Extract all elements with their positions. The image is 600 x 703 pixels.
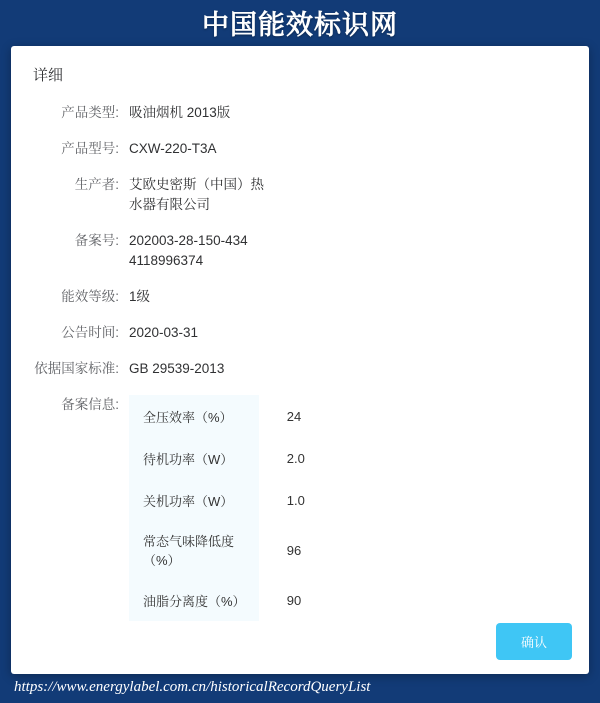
table-row bbox=[129, 579, 439, 621]
table-row bbox=[129, 395, 439, 437]
form-row-model bbox=[11, 139, 589, 159]
value-record-number bbox=[129, 231, 248, 271]
table-row bbox=[129, 521, 439, 579]
value-manufacturer-line-2: 水器有限公司 bbox=[129, 197, 210, 212]
value-model bbox=[129, 139, 217, 159]
label-model: 产品型号: bbox=[61, 141, 119, 156]
value-manufacturer-line-1: 艾欧史密斯（中国）热 bbox=[129, 177, 264, 192]
form-row-announce-date bbox=[11, 323, 589, 343]
table-cell-name: 全压效率（%） bbox=[129, 395, 259, 437]
label-efficiency-grade: 能效等级: bbox=[61, 289, 119, 304]
dialog-footer bbox=[496, 623, 572, 660]
detail-form bbox=[11, 85, 589, 621]
form-row-record-number bbox=[11, 231, 589, 271]
detail-dialog bbox=[11, 46, 589, 674]
value-announce-date bbox=[129, 323, 198, 343]
value-product-type-line-1: 吸油烟机 2013版 bbox=[129, 105, 231, 120]
table-cell-value: 1.0 bbox=[286, 492, 305, 508]
table-cell-name: 常态气味降低度（%） bbox=[129, 521, 259, 579]
form-row-product-type bbox=[11, 103, 589, 123]
form-row-efficiency-grade bbox=[11, 287, 589, 307]
label-announce-date: 公告时间: bbox=[61, 325, 119, 340]
table-cell-value: 2.0 bbox=[286, 450, 305, 466]
table-cell-value: 90 bbox=[286, 592, 302, 608]
label-record-info: 备案信息: bbox=[61, 397, 119, 412]
form-row-record-info bbox=[11, 395, 589, 621]
value-record-number-line-2: 4118996374 bbox=[129, 253, 204, 268]
table-cell-name: 待机功率（W） bbox=[129, 437, 259, 479]
table-cell-name: 油脂分离度（%） bbox=[129, 579, 259, 621]
record-info-table bbox=[129, 395, 439, 621]
dialog-title: 详细 bbox=[33, 67, 64, 84]
table-row bbox=[129, 437, 439, 479]
table-row bbox=[129, 479, 439, 521]
status-bar-url: https://www.energylabel.com.cn/historicalRecordQueryList bbox=[14, 679, 371, 695]
table-cell-value: 96 bbox=[286, 542, 302, 558]
site-logo-text: 中国能效标识网 bbox=[202, 9, 398, 40]
value-manufacturer bbox=[129, 175, 264, 215]
value-record-number-line-1: 202003-28-150-434 bbox=[129, 233, 248, 248]
value-model-line-1: CXW-220-T3A bbox=[129, 141, 217, 156]
value-efficiency-grade-line-1: 1级 bbox=[129, 289, 151, 304]
form-row-national-standard bbox=[11, 359, 589, 379]
label-national-standard: 依据国家标准: bbox=[34, 361, 119, 376]
value-efficiency-grade bbox=[129, 287, 150, 307]
form-row-manufacturer bbox=[11, 175, 589, 215]
label-manufacturer: 生产者: bbox=[74, 177, 119, 192]
table-cell-name: 关机功率（W） bbox=[129, 479, 259, 521]
site-banner bbox=[0, 0, 600, 44]
label-record-number: 备案号: bbox=[74, 233, 119, 248]
label-product-type: 产品类型: bbox=[61, 105, 119, 120]
value-national-standard bbox=[129, 359, 224, 379]
value-product-type bbox=[129, 103, 230, 123]
record-info-table-wrap bbox=[129, 395, 439, 621]
confirm-button[interactable]: 确认 bbox=[496, 623, 572, 660]
value-national-standard-line-1: GB 29539-2013 bbox=[129, 361, 225, 376]
value-announce-date-line-1: 2020-03-31 bbox=[129, 325, 199, 340]
table-cell-value: 24 bbox=[286, 408, 302, 424]
